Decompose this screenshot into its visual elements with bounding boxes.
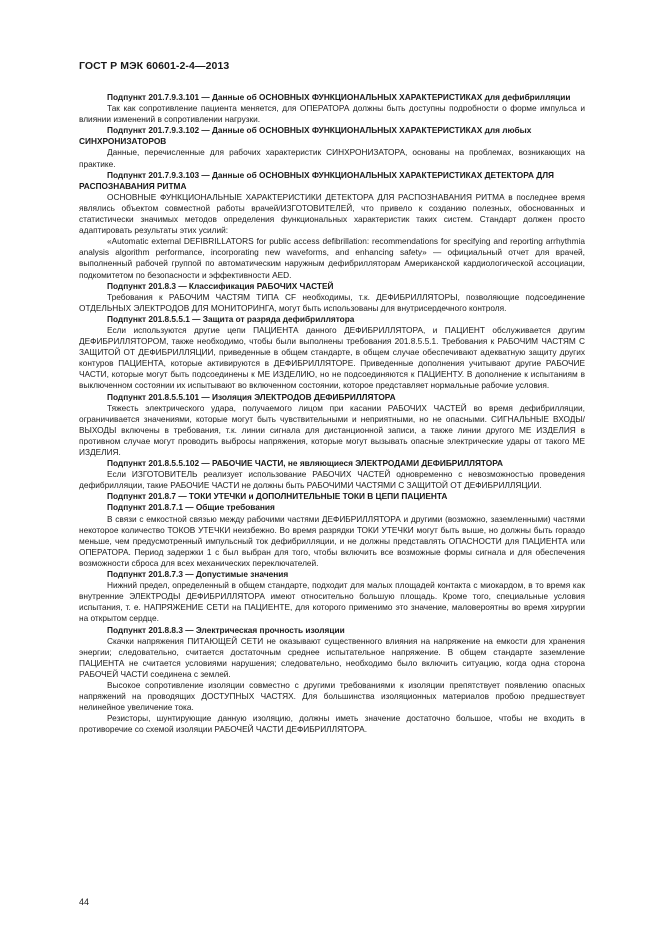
paragraph: Если используются другие цепи ПАЦИЕНТА данного ДЕФИБРИЛЛЯТОРА, и ПАЦИЕНТ обслуживается другим ДЕФИБРИЛЛЯТОРОМ, также необходимо, чтобы были выполнены требования 201.8.5.5.1. Требования к РАБОЧИМ ЧАСТЯМ С ЗАЩИТОЙ ОТ ДЕФИБРИЛЛЯЦИИ, приведенные в общем стандарте, в общем случае обеспечивают адекватную защиту других контуров ПАЦИЕНТА, которые активируются в ДЕФИБРИЛЛЯТОРЕ. Приведенные дополнения учитывают другие РАБОЧИЕ ЧАСТИ, которые могут быть подсоединены к МЕ ИЗДЕЛИЮ, но не подсоединяются к ПАЦИЕНТУ. В дополнение к испытаниям в выключенном состоянии их испытывают во включенном состоянии, которое представляет нормальные рабочие условия. <box>79 324 585 391</box>
paragraph: Резисторы, шунтирующие данную изоляцию, должны иметь значение достаточно большое, чтобы не входить в противоречие со схемой изоляции РАБОЧЕЙ ЧАСТИ ДЕФИБРИЛЛЯТОРА. <box>79 713 585 735</box>
paragraph: Тяжесть электрического удара, получаемого лицом при касании РАБОЧИХ ЧАСТЕЙ во время дефибрилляции, ограничивается значениями, которые могут быть чувствительными и неприятными, но не опасными. СИГНАЛЬНЫЕ ВХОДЫ/ВЫХОДЫ включены в требования, т.к. линии сигнала для дистанционной записи, а также линии другого МЕ ИЗДЕЛИЯ в противном случае могут проводить выбросы напряжения, которые могут вызывать опасные электрические удары от такого МЕ ИЗДЕЛИЯ. <box>79 402 585 457</box>
subclause-heading: Подпункт 201.7.9.3.101 — Данные об ОСНОВНЫХ ФУНКЦИОНАЛЬНЫХ ХАРАКТЕРИСТИКАХ для дефибрилляции <box>107 92 571 102</box>
subclause-heading: Подпункт 201.8.7.1 — Общие требования <box>107 502 275 513</box>
paragraph: Высокое сопротивление изоляции совместно с другими требованиями к изоляции препятствует появлению опасных напряжений на проводящих ДОСТУПНЫХ ЧАСТЯХ. Для большинства изоляционных материалов пробою предшествует нелинейное увеличение тока. <box>79 679 585 713</box>
subclause-heading: Подпункт 201.8.8.3 — Электрическая прочность изоляции <box>107 624 345 635</box>
document-body <box>79 92 585 735</box>
paragraph: Требования к РАБОЧИМ ЧАСТЯМ ТИПА CF необходимы, т.к. ДЕФИБРИЛЛЯТОРЫ, позволяющие подсоединение ОТДЕЛЬНЫХ ЭЛЕКТРОДОВ ДЛЯ МОНИТОРИНГА, могут быть использованы для внутрисердечного контроля. <box>79 291 585 313</box>
subclause-heading: Подпункт 201.7.9.3.102 — Данные об ОСНОВНЫХ ФУНКЦИОНАЛЬНЫХ ХАРАКТЕРИСТИКАХ для любых СИНХРОНИЗАТОРОВ <box>79 125 532 147</box>
paragraph: Так как сопротивление пациента меняется, для ОПЕРАТОРА должны быть доступны подробности о форме импульса и влиянии изменений в сопротивлении нагрузки. <box>79 103 585 125</box>
paragraph: Скачки напряжения ПИТАЮЩЕЙ СЕТИ не оказывают существенного влияния на напряжение на емкости для хранения энергии; следовательно, считается достаточным среднее испытательное напряжение. В общем стандарте заземление ПАЦИЕНТА не считается условиями нарушения; следовательно, необходимо было включить ситуацию, когда одна сторона РАБОЧЕЙ ЧАСТИ соединена с землей. <box>79 635 585 679</box>
paragraph: В связи с емкостной связью между рабочими частями ДЕФИБРИЛЛЯТОРА и другими (возможно, заземленными) частями некоторое количество ТОКОВ УТЕЧКИ неизбежно. Во время разрядки ТОКИ УТЕЧКИ могут быть выше, но должны быть гораздо меньше, чем предусмотренный импульсный ток дефибрилляции, и не должны представлять ОПАСНОСТИ для ПАЦИЕНТА или ОПЕРАТОРА. Период задержки 1 с был выбран для того, чтобы включить все возможные формы сигнала и для обеспечения возможности сброса для всех механических переключателей. <box>79 513 585 568</box>
subclause-heading: Подпункт 201.8.5.5.1 — Защита от разряда дефибриллятора <box>107 313 355 324</box>
document-header: ГОСТ Р МЭК 60601-2-4—2013 <box>79 60 230 72</box>
paragraph: Если ИЗГОТОВИТЕЛЬ реализует использование РАБОЧИХ ЧАСТЕЙ одновременно с невозможностью проведения дефибрилляции, такие РАБОЧИЕ ЧАСТИ не должны быть РАБОЧИМИ ЧАСТЯМИ С ЗАЩИТОЙ ОТ ДЕФИБРИЛЛЯЦИИ. <box>79 469 585 491</box>
paragraph: «Automatic external DEFIBRILLATORS for public access defibrillation: recommendations for specifying and reporting arrhythmia analysis algorithm performance, incorporating new waveforms, and enhancing safety» — официальный отчет для врачей, выполненный рабочей группой по автоматическим наружным дефибрилляторам Американской кардиологической ассоциации, подкомитетом по безопасности и эффективности AED. <box>79 236 585 280</box>
subclause-heading: Подпункт 201.8.7 — ТОКИ УТЕЧКИ и ДОПОЛНИТЕЛЬНЫЕ ТОКИ В ЦЕПИ ПАЦИЕНТА <box>107 491 448 502</box>
subclause-heading: Подпункт 201.8.3 — Классификация РАБОЧИХ ЧАСТЕЙ <box>107 280 334 291</box>
paragraph: Данные, перечисленные для рабочих характеристик СИНХРОНИЗАТОРА, основаны на проблемах, возникающих на практике. <box>79 147 585 169</box>
subclause-heading: Подпункт 201.8.5.5.102 — РАБОЧИЕ ЧАСТИ, не являющиеся ЭЛЕКТРОДАМИ ДЕФИБРИЛЛЯТОРА <box>107 458 504 469</box>
page-number: 44 <box>79 897 90 907</box>
subclause-heading: Подпункт 201.8.7.3 — Допустимые значения <box>107 569 289 580</box>
subclause-heading: Подпункт 201.7.9.3.103 — Данные об ОСНОВНЫХ ФУНКЦИОНАЛЬНЫХ ХАРАКТЕРИСТИКАХ ДЕТЕКТОРА ДЛЯ РАСПОЗНАВАНИЯ РИТМА <box>79 169 555 191</box>
subclause-heading: Подпункт 201.8.5.5.101 — Изоляция ЭЛЕКТРОДОВ ДЕФИБРИЛЛЯТОРА <box>107 391 396 402</box>
paragraph: ОСНОВНЫЕ ФУНКЦИОНАЛЬНЫЕ ХАРАКТЕРИСТИКИ ДЕТЕКТОРА ДЛЯ РАСПОЗНАВАНИЯ РИТМА в последнее время являлись объектом совместной работы врачей/ИЗГОТОВИТЕЛЕЙ, что привело к созданию полезных, обоснованных и статистически значимых методов определения функциональных характеристик таких систем. Стандарт должен просто адаптировать результаты этих усилий: <box>79 191 585 236</box>
paragraph: Нижний предел, определенный в общем стандарте, подходит для малых площадей контакта с миокардом, в то время как внутренние ЭЛЕКТРОДЫ ДЕФИБРИЛЛЯТОРА имеют относительно большую площадь. Кроме того, специальные условия испытания, т. е. НАПРЯЖЕНИЕ СЕТИ на ПАЦИЕНТЕ, для которого применимо это значение, маловероятны во время хирургии на открытом сердце. <box>79 580 585 624</box>
